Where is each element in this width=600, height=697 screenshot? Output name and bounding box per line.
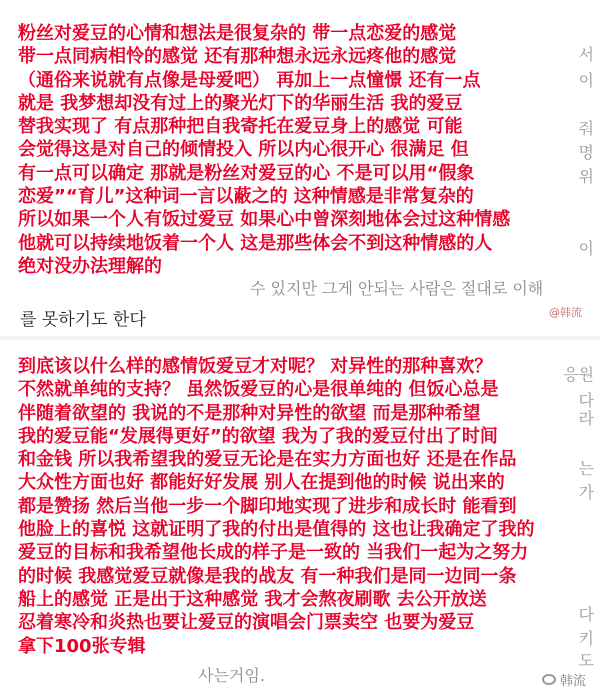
korean-fragment: 는 bbox=[578, 459, 594, 478]
caption-line: （通俗来说就有点像是母爱吧） 再加上一点憧憬 还有一点 bbox=[18, 69, 481, 91]
chinese-caption-block-2 bbox=[18, 355, 586, 658]
caption-line: 和金钱 所以我希望我的爱豆无论是在实力方面也好 还是在作品 bbox=[18, 449, 517, 471]
korean-fragment: 이 bbox=[578, 71, 594, 90]
caption-panel-1 bbox=[0, 0, 600, 336]
korean-fragment: 다 bbox=[578, 605, 594, 624]
caption-line: 拿下100张专辑 bbox=[18, 635, 146, 657]
caption-line: 他脸上的喜悦 这就证明了我的付出是值得的 这也让我确定了我的 bbox=[18, 519, 535, 541]
caption-line: 绝对没办法理解的 bbox=[18, 255, 162, 277]
caption-line: 船上的感觉 正是出于这种感觉 我才会熬夜刷歌 去公开放送 bbox=[18, 588, 487, 610]
caption-line: 爱豆的目标和我希望他长成的样子是一致的 当我们一起为之努力 bbox=[18, 542, 529, 564]
korean-subtitle-fragment: 수 있지만 그게 안되는 사람은 절대로 이해 bbox=[250, 279, 544, 298]
caption-line: 恋爱”“育儿”这种词一言以蔽之的 这种情感是非常复杂的 bbox=[18, 186, 474, 208]
watermark: @韩流 bbox=[549, 306, 582, 319]
korean-fragment: 위 bbox=[578, 167, 594, 186]
weibo-icon bbox=[542, 674, 556, 685]
korean-subtitle-tail: 사는거임. bbox=[198, 666, 265, 685]
caption-line: 就是 我梦想却没有过上的聚光灯下的华丽生活 我的爱豆 bbox=[18, 92, 463, 114]
korean-fragment: 명 bbox=[578, 143, 594, 162]
korean-fragment: 줘 bbox=[578, 119, 594, 138]
korean-fragment: 도 bbox=[578, 651, 594, 670]
korean-fragment: 라 bbox=[578, 409, 594, 428]
caption-line: 都是赞扬 然后当他一步一个脚印地实现了进步和成长时 能看到 bbox=[18, 495, 517, 517]
korean-fragment: 다 bbox=[578, 391, 594, 410]
caption-line: 替我实现了 有点那种把自我寄托在爱豆身上的感觉 可能 bbox=[18, 116, 463, 138]
caption-line: 他就可以持续地饭着一个人 这是那些体会不到这种情感的人 bbox=[18, 232, 493, 254]
caption-line: 不然就单纯的支持？ 虽然饭爱豆的心是很单纯的 但饭心总是 bbox=[18, 379, 499, 401]
korean-subtitle-tail: 를 못하기도 한다 bbox=[20, 310, 146, 330]
caption-line: 我的爱豆能“发展得更好”的欲望 我为了我的爱豆付出了时间 bbox=[18, 425, 498, 447]
caption-line: 会觉得这是对自己的倾情投入 所以内心很开心 很满足 但 bbox=[18, 139, 469, 161]
caption-line: 忍着寒冷和炎热也要让爱豆的演唱会门票卖空 也要为爱豆 bbox=[18, 612, 475, 634]
korean-fragment: 이 bbox=[578, 239, 594, 258]
caption-line: 伴随着欲望的 我说的不是那种对异性的欲望 而是那种希望 bbox=[18, 402, 481, 424]
watermark-text: 韩流 bbox=[559, 674, 586, 689]
caption-line: 的时候 我感觉爱豆就像是我的战友 有一种我们是同一边同一条 bbox=[18, 565, 517, 587]
korean-fragment: 키 bbox=[578, 629, 594, 648]
caption-line: 大众性方面也好 都能好好发展 别人在提到他的时候 说出来的 bbox=[18, 472, 505, 494]
caption-line: 到底该以什么样的感情饭爱豆才对呢？ 对异性的那种喜欢？ bbox=[18, 356, 493, 377]
caption-line: 粉丝对爱豆的心情和想法是很复杂的 带一点恋爱的感觉 bbox=[18, 23, 457, 44]
korean-fragment: 서 bbox=[578, 45, 594, 64]
caption-line: 所以如果一个人有饭过爱豆 如果心中曾深刻地体会过这种情感 bbox=[18, 209, 511, 231]
korean-fragment: 가 bbox=[578, 483, 594, 502]
korean-fragment: 응원 bbox=[563, 365, 594, 384]
caption-line: 有一点可以确定 那就是粉丝对爱豆的心 不是可以用“假象 bbox=[18, 162, 475, 184]
weibo-watermark bbox=[542, 670, 586, 689]
caption-line: 带一点同病相怜的感觉 还有那种想永远永远疼他的感觉 bbox=[18, 46, 457, 68]
chinese-caption-block-1 bbox=[18, 22, 586, 278]
